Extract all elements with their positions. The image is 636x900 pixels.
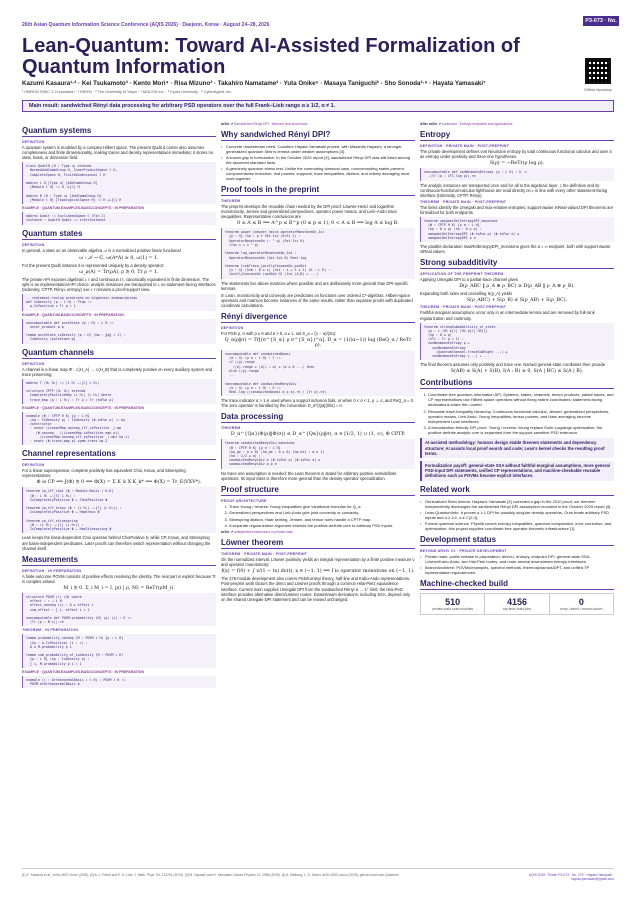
equation: S(ρ_ABC) + S(ρ_B) ≤ S(ρ_AB) + S(ρ_BC). bbox=[466, 298, 568, 304]
paragraph: For PSD ρ, σ with ρ ≠ 0 and α > 0, α ≠ 1, set S_α = (1 − α)/(2α): bbox=[221, 330, 337, 336]
list-item: 1. Trace Young / reverse-Young inequalities give variational formulas for Q_α. bbox=[229, 504, 415, 509]
authors: Kazumi Kasaura¹·² · Kei Tsukamoto³ · Kento Mori⁴ · Risa Mizuno³ · Takahiro Namatame³ · Yuta Onike⁵ · Masaya Taniguchi² · Sho Sonoda²·⁶ · Hayata Yamasaki⁷ bbox=[22, 80, 486, 87]
footer-references: [1] K. Kasaura et al., arXiv:2607.0xxxx (2026). [2] A. L. Frank and E. H. Lieb, J. Math. Phys. 54, 122201 (2013). [3] M. Hayashi and H. Yamasaki, Nature Physics 21, 1988 (2025). [4] A. Meiburg, L. D. Sickel, arXiv:2510.xxxxx (2025). github.com/Lean-Quantum bbox=[22, 873, 399, 877]
kicker-text: continued · Entropy endpoints and applications bbox=[441, 122, 513, 126]
list-item: • Private main; public release in preparation: direct-ι, entropy, endpoint DPI, general-state SSA, Löwner/Kubo-Ando, two Hiai-Petz routes, and route-neutral downstream entropy interfaces. bbox=[420, 554, 614, 564]
section-title: Rényi divergence bbox=[221, 312, 415, 323]
section-title: Strong subadditivity bbox=[420, 258, 614, 269]
tag: THEOREM bbox=[221, 199, 241, 203]
bullet-list bbox=[221, 144, 415, 181]
tag: THEOREM · PRIVATE MAIN · POST-PREPRINT bbox=[221, 552, 308, 557]
code-block: theorem sandwichedRenyiDiv_monotone (Φ : CPTP H K) {ρ σ : L H} (hρ_ge : ρ ≥ 0) (hσ_ge : σ ≥ 0) (hα_ne1 : α ≠ 1) (hα : 1/2 ≤ α) : sandwichedRenyiDiv α (Φ.toFun ρ) (Φ.toFun σ) ≤ sandwichedRenyiDiv α ρ σ bbox=[221, 439, 415, 468]
list-item: 3. Stinespring dilation, Haar twirling, Jensen, and tensor rules handle a CPTP map. bbox=[229, 517, 415, 522]
stat-number: 4156 bbox=[506, 596, 527, 607]
list-item: • A known gap in formulation. In the October 2025 report [4], sandwiched Rényi DPI was still listed among the assumed standard facts. bbox=[221, 155, 415, 165]
tag: BEYOND ARXIV V1 · PRIVATE DEVELOPMENT bbox=[420, 548, 507, 553]
code-block: noncomputable def vonNeumannEntropy (ρ : L H) : ℝ := -(Tr (ρ ∘ CFC.log ρ)).re bbox=[420, 168, 614, 180]
equation: S(ρ) = −ReTr(ρ log ρ). bbox=[489, 161, 545, 167]
kicker bbox=[221, 530, 415, 534]
paragraph: Lean keeps the basis-dependent Choi operator behind ChoiPositive b; while CP, Kraus, and Stinespring are basis-independent predicates. Later proofs can therefore switch representation without changing the channel itself. bbox=[22, 535, 211, 551]
equation: M_i ⪰ 0, Σ_i M_i = I, p(i | ρ, M) = ReTr(ρM_i). bbox=[63, 585, 175, 591]
list-item: 3. A formalization-friendly DPI proof. Young / reverse-Young replace Euler-Lagrange optimization; the positive-definite analytic core is separated from the support-sensitive PSD extension. bbox=[428, 425, 614, 435]
numbered-list bbox=[428, 392, 614, 435]
section-title: Proof structure bbox=[221, 485, 415, 496]
list-item: 2. Generalized perspectives and Lieb-Ando give joint convexity or concavity. bbox=[229, 510, 415, 515]
main-result-banner: Main result: sandwiched Rényi data processing for arbitrary PSD operators over the full Frank–Lieb range α ≥ 1/2, α ≠ 1. bbox=[22, 100, 614, 112]
tag: THEOREM · IN PREPARATION bbox=[22, 628, 79, 633]
paragraph: Applying Umegaki DPI to a partial-trace channel gives bbox=[420, 277, 518, 283]
tag: DEFINITION · PRIVATE MAIN · POST-PREPRINT bbox=[420, 144, 510, 148]
build-stats bbox=[420, 593, 614, 615]
equation: S(AB) ≤ S(A) + S(B), I(A : B) ≥ 0, S(A | BC) ≤ S(A | B). bbox=[450, 369, 584, 375]
qr-label: GitHub repository bbox=[584, 88, 612, 92]
example-label: EXAMPLE · QUANTUM.BASICCONCEPTS · IN PREPARATION bbox=[22, 312, 124, 317]
tag: DEFINITION · IN PREPARATION bbox=[22, 568, 82, 573]
paragraph: Expanding both sides and cancelling S(ρ_A) yields bbox=[420, 291, 512, 297]
code-block: abbrev Qubit := EuclideanSpace ℂ (Fin 2) instance : QuditH Qubit := inferInstance bbox=[22, 212, 216, 224]
code-block: example (Φ : CPTP H K) {ρ : L H} (hρ : IsDensity ρ) : IsDensity (Φ.toFun ρ) := by constructor · exact (LinearMap.nonneg_iff_isPositive _).mp (Φ.nonneg _ ((LinearMap.isPositive_map ρ)) (LinearMap.nonneg_iff_isPositive _).mpr hρ.1) · exact (Φ.trace_map ρ).symm.trans hρ.2 bbox=[22, 412, 216, 445]
code-block: theorem umegakiRelEntropyDPI_monotone (Φ : CPTP H K) {ρ σ : L H} (hρ : 0 ≤ ρ) (hσ : 0 ≤ σ) : umegakiRelEntropyDPI (Φ.toFun ρ) (Φ.toFun σ) ≤ umegakiRelEntropyDPI ρ σ bbox=[420, 217, 614, 242]
tag: PROOF ARCHITECTURE bbox=[221, 498, 267, 503]
equation: f(x) = f(0) + ∫ x/(1 − tx) dν(t), x ∈ (−1, 1) ⟹ f is operator monotone on (−1, 1). bbox=[221, 569, 415, 575]
equation: ω : 𝒜 → ℂ, ω(A*A) ≥ 0, ω(1) = 1. bbox=[79, 255, 159, 261]
example-label: EXAMPLE · QUANTUM.EXAMPLES.BASICCONCEPTS · IN PREPARATION bbox=[22, 206, 144, 211]
equation: Q_α(ρ‖σ) = Tr[(σ^{S_α} ρ σ^{S_α})^α], D_α = (1/(α−1)) log (ReQ_α / ReTr ρ). bbox=[224, 338, 412, 349]
example-label: EXAMPLE · QUANTUM.EXAMPLES.BASICCONCEPTS · IN PREPARATION bbox=[22, 669, 144, 674]
tag: THEOREM bbox=[221, 426, 241, 431]
equation: Φ is CP ⟺ J(Φ) ⪰ 0 ⟺ Φ(X) = Σ K_k X K_k* ⟺ Φ(X) = Tr_E(VXV*). bbox=[36, 480, 202, 486]
paragraph: The analytic instances are transported once and for all to the algebraic layer, ι; the definition and its continuous-functional-calculus lighthouse are read directly on ι, in line with every other statement-facing interface (IsDensity, CPTP, Rényi). bbox=[420, 182, 608, 198]
tag: DEFINITION bbox=[22, 242, 45, 247]
paragraph: No trace-one assumption is needed: the Lean theorem is stated for arbitrary positive semidefinite operators. Its input class is therefore more general than the density-operator specialization. bbox=[221, 470, 397, 481]
equation: ω_ρ(A) = Tr(ρA), ρ ⪰ 0, Tr ρ = 1. bbox=[79, 269, 159, 275]
column-1 bbox=[22, 122, 216, 862]
paragraph: On the normalized interval, Löwner positivity yields an integral representation by a finite positive measure ν and operator monotonicity: bbox=[221, 557, 415, 568]
paragraph: The preprint develops the reusable chain needed by the DPI proof: Löwner-Heinz and logarithm monotonicity, Jensen and generalized perspectives, operator power means, and Lieb–Ando trace inequalities. Representative conclusions are bbox=[221, 204, 397, 220]
list-item: • A genuinely quantum stress test. Unlike the commuting classical case, noncommuting states prevent componentwise reduction; real powers, supports, trace inequalities, dilation, and unitary averaging must work together. bbox=[221, 166, 415, 181]
kicker bbox=[420, 122, 614, 126]
kicker bbox=[221, 122, 415, 126]
paragraph: Faithful-marginal assumptions occur only in an intermediate lemma and are removed by full-rank regularization and continuity. bbox=[420, 310, 595, 321]
column-2 bbox=[221, 122, 415, 862]
kicker-label[interactable]: After arXiv ↗ bbox=[420, 122, 441, 126]
section-title: Development status bbox=[420, 535, 614, 546]
equation: D_α^{Qα}(Φ(ρ)‖Φ(σ)) ≤ D_α^{Qα}(ρ‖σ), α ∈ [1/2, 1) ∪ (1, ∞), Φ CPTP. bbox=[230, 432, 406, 438]
paragraph: The parallel declaration maxRelEntropyDPI_monotone gives the α = ∞ endpoint, both with support-aware ℝReal values. bbox=[420, 244, 611, 255]
stat-label: top-level build jobs bbox=[502, 606, 532, 611]
paragraph: For the present Qudit instance it is represented uniquely by a density operator: bbox=[22, 262, 165, 268]
section-title: Measurements bbox=[22, 555, 216, 566]
section-title: Contributions bbox=[420, 378, 614, 389]
tag: DEFINITION bbox=[22, 463, 45, 468]
equation: 0 ≤ A ≤ B ⟹ A^p ≤ B^p (0 ≤ p ≤ 1), 0 < A ≤ B ⟹ log A ≤ log B. bbox=[237, 221, 399, 227]
stat bbox=[485, 594, 549, 614]
code-block: -- statement-facing predicate on algebraic endomorphisms def IsDensity (ρ : L H) : Prop := ρ.IsPositive ∧ Tr ρ = 1 bbox=[22, 294, 216, 311]
list-item: 1. Coordinate-free quantum-information API. Systems, states, channels, tensor products, partial traces, and CP representations use Hilbert-space operators without fixing matrix coordinates; statement-facing declarations share the ι carrier. bbox=[428, 392, 614, 407]
paragraph: For a linear superoperator, complete positivity has equivalent Choi, Kraus, and Stinespring representations: bbox=[22, 468, 186, 479]
code-block: noncomputable def sandwichedQuasi (α : ℝ) (ρ σ : L H) : ℂ := if ((ρ).range ((σ).range ⊆ (σ)) → α) ∧ (σ ≠ 0 ...) then else ((ρ).range ... noncomputable def sandwichedRenyiDiv (α : ℝ) (ρ σ : L H) : ℝ := Real.log ((sandwichedQuasi α ρ σ).re / (Tr ρ).re) bbox=[221, 350, 415, 396]
list-item: • Lean-QuantumInfo. It proves α ≥ 1 DPI for possibly singular density operators. Ours treats arbitrary PSD inputs and α ≥ 1/2, α ≠ 1 [2,4]. bbox=[420, 510, 614, 520]
code-block: example (ι : OrthonormalBasis ι ℂ H) : POVM ι H := POVM.ofOrthonormalBasis b bbox=[22, 676, 216, 688]
tag: THEOREM · PRIVATE MAIN · POST-PREPRINT bbox=[420, 305, 507, 310]
section-title: Related work bbox=[420, 485, 614, 496]
section-title: Quantum channels bbox=[22, 348, 216, 359]
stat-label: private-main Lean modules bbox=[432, 606, 474, 611]
code-block: theorem cp_iff_choi (Φ : Module.Basis ι H.K) (Φ : L H₁ →ₗ[ℂ] L H₂) : IsCompletelyPositive Φ ↔ ChoiPositive Φ theorem cp_iff_kraus (Φ : (L H₁) →ₗ[ℂ] (L H₂)) : IsCompletelyPositive Φ ↔ HasKraus Φ theorem cp_iff_stinespring (Φ : (L H₁) →ₗ[ℂ] (L H₂)) : IsCompletelyPositive Φ ↔ HasStinespring Φ bbox=[22, 487, 216, 533]
code-block: lemma probability_nonneg (M : POVM ι H) {ρ : L H} (hρ : ρ.IsPositive) (i : ι) : 0 ≤ M.probability ρ i lemma sum_probability_of_isDensity (M : POVM ι H) {ρ : L H} (hρ : IsDensity ρ) : ∑ i, M.probability ρ i = 1 bbox=[22, 634, 216, 667]
paragraph: The final theorem assumes only positivity and trace one. Named general-state corollaries then provide bbox=[420, 362, 605, 368]
section-title: Quantum systems bbox=[22, 126, 216, 137]
stat-label: sorry / admit / custom axiom bbox=[560, 606, 603, 611]
paragraph: The statements live above matrices where possible and are deliberately more general than DPI-specific lemmas. bbox=[221, 280, 409, 291]
kicker-text: Sandwiched Rényi DPI · theorem and proof tools bbox=[234, 122, 308, 126]
paragraph: A quantum system is modeled by a complex Hilbert space. The present Qudit d carrier also assumes completeness and finite dimensionality, making traces and density representatives immediate; it stores no state, basis, or dimension field. bbox=[22, 145, 214, 161]
stat bbox=[421, 594, 485, 614]
paragraph: In Lean, monotonicity and convexity are predicates on functions over ordered C*-algebras. Hilbert-space operators and matrices become instances of the same results, rather than separate proofs with duplicated coordinate calculations. bbox=[221, 292, 413, 308]
paragraph: The private development defines von Neumann entropy by total continuous functional calculus and uses it as entropy under positivity and trace-one hypotheses. bbox=[420, 149, 612, 160]
paragraph: A channel is a linear map Φ : ℒ(H_A) → ℒ(H_B) that is completely positive on every auxiliary system and trace preserving. bbox=[22, 366, 213, 377]
section-title: Löwner theorem bbox=[221, 538, 415, 549]
paragraph: The limits identify the Umegaki and max-relative entropies; support-aware ℝReal-valued DPI theorems are formalized for both endpoints. bbox=[420, 204, 614, 215]
callout: AI-assisted methodology: humans design stable theorem statements and dependency structure; AI assists local proof search and code; Lean's kernel checks the resulting proof terms. bbox=[420, 438, 614, 458]
list-item: • Concrete downstream need. Coauthor Hayata Yamasaki proved, with Masahito Hayashi, a stronger generalized quantum Stein's lemma under weaker assumptions [3]. bbox=[221, 144, 415, 154]
code-block: class QuditH (H : Type u) extends NormedAddCommGroup H, InnerProductSpace ℂ H, CompleteSpace H, FiniteDimensional ℂ H abbrev L H [Type u] [AddCommGroup H] [Module ℂ H] := H →L[ℂ] H abbrev B (H : Type u) [AddCommGroup H] [Module ℂ H] [TopologicalSpace H] := H →L[ℂ] H bbox=[22, 162, 216, 204]
bullet-list bbox=[420, 554, 614, 575]
kicker-text: Independent extensions in private main bbox=[234, 530, 294, 535]
list-item: • Formal quantum science. Physlib covers entropy inequalities, quantum computation, error correction, and optimization; this project supplies coordinate-free operator-theoretic infrastructure [1]. bbox=[420, 521, 614, 531]
paragraph: The trace indicator α > 1 is used where a support inclusion fails, or when 0 < α < 1, ρ ⊥ σ, and ReQ_α = 0. The zero operator is handled by the convention D_α^{Qα}(0‖σ) = 0. bbox=[221, 398, 415, 409]
tag: THEOREM · PRIVATE MAIN · POST-PREPRINT bbox=[420, 199, 507, 204]
conference-line: 26th Asian Quantum Information Science Conference (AQIS 2026) · Daejeon, Korea · August 24–28, 2026 bbox=[22, 22, 270, 28]
code-block: abbrev T (H₁ H₂) := (L H₁ →ₗ[ℂ] L H₂) structure CPTP (H₁ H₂) extends CompletelyPositiveMap (L H₁) (L H₂) where trace_map (ρ : L H₁) : Tr ρ = Tr (toFun ρ) bbox=[22, 379, 216, 404]
tag: DEFINITION bbox=[221, 325, 244, 330]
paragraph: In general, a state on an observable algebra 𝒜 is a normalized positive linear functional bbox=[22, 247, 181, 253]
section-title: Proof tools in the preprint bbox=[221, 185, 415, 196]
callout: Formalization payoff: general-state SSA without faithful-marginal assumptions, more general PSD-input DPI statements, unified CP representations, and machine-checkable reusable definitions such as POVMs become explicit interfaces. bbox=[420, 461, 614, 481]
bullet-list bbox=[420, 499, 614, 531]
code-block: theorem power_loewner_heinz_operatorMonotoneOn_Ici {p : ℝ} (hp : p ∈ Set.Icc (0:ℝ) 1) : OperatorMonotoneOn (· ^ p) (Set.Ici 0) (fun x ↦ x ^ p) theorem log_operatorMonotoneOn_Ioi : OperatorMonotoneOn (Set.Ioi 0) Real.log theorem liebTrace_jointlyConcaveOn_psdSet {s : ℝ} (hs0 : 0 ≤ s) (hs1 : s + t ≤ 1) (K : L H) : JointlyConcaveOn (psdSet H) (fun (A,B) ↦ ...) bbox=[221, 228, 415, 278]
tag: DEFINITION bbox=[22, 361, 45, 366]
paragraph: The 275-module development also covers Pick/Koranyi theory, half-line and Kubo-Ando representations. Post-preprint work factors the direct and Löwner proofs through a common Hilai-Pietz equivalence interface. Current main supplies Umegaki DPI from the sandwiched Rényi α → 1⁺ limit; the Hiai-Petz interface provides alternative direct/Löwner routes. Downstream derivations, including SSA, depend only on the shared Umegaki-DPI statement and can be reused unchanged. bbox=[221, 576, 411, 602]
paragraph: A finite-outcome POVM consists of positive effects resolving the identity. The real part is explicit because Tr is complex valued. bbox=[22, 573, 216, 584]
list-item: 2. Reusable trace-inequality hierarchy. Continuous functional calculus, Jensen, generalized perspectives, operator means, Lieb-Ando, Young inequalities, tensor powers, and Haar averaging become independent Lean interfaces. bbox=[428, 409, 614, 424]
footer-contact[interactable]: AQIS 2026 · Poster P3-073 · No. 279 · Hayata Yamasaki · hayata.yamasaki@gmail.com bbox=[528, 873, 614, 882]
section-title: Quantum states bbox=[22, 229, 216, 240]
numbered-list bbox=[229, 504, 415, 529]
column-3 bbox=[420, 122, 614, 862]
section-title: Entropy bbox=[420, 130, 614, 141]
tag: APPLICATION OF THE PREPRINT THEOREM bbox=[420, 272, 504, 277]
section-title: Data processing bbox=[221, 412, 415, 423]
code-block: structure POVM (ι) (H) where effect : ι → L H effect_nonneg (i) : 0 ≤ effect i sum_effect : ∑ i, effect i = 1 noncomputable def POVM.probability (M) (ρ) (i) : ℝ := (Tr (ρ ∘ M i)).re bbox=[22, 593, 216, 626]
qr-code-icon[interactable] bbox=[585, 58, 611, 84]
code-block: noncomputable def pureState (ψ : H) : L H := outer_product ψ ψ lemma pureState_isDensity (ψ : H) (hψ : ‖ψ‖ = 1) : IsDensity (pureState ψ) bbox=[22, 319, 216, 344]
section-title: Channel representations bbox=[22, 449, 216, 460]
stat-number: 0 bbox=[578, 596, 584, 607]
list-item: • Branch/worktree: POVMs/examples, spectral methods, thermodynamics/DPT, and unified TP representation equivalences. bbox=[420, 565, 614, 575]
stat bbox=[550, 594, 613, 614]
list-item: • Generalized Stein lemma. Hayashi–Yamasaki [3] corrected a gap in the 2010 proof; our theorem independently discharges the sandwiched Rényi DPI assumption recorded in the October 2025 report [4]. bbox=[420, 499, 614, 509]
section-title: Machine-checked build bbox=[420, 579, 614, 590]
example-label: EXAMPLE · QUANTUM.EXAMPLES.BASICCONCEPTS · IN PREPARATION bbox=[22, 405, 144, 410]
paragraph: The private API exposes algebraic ι, ℓ and continuous ℓ ℓ, canonically equivalent in finite dimension. The split is an implementation/API choice: analytic instances are transported to ι, so statement-facing interfaces (Isdensity, CPTP, Rényi, entropy) use ι; ℓ remains a proof-support view. bbox=[22, 276, 216, 292]
poster-title: Lean-Quantum: Toward AI-Assisted Formalization of Quantum Information bbox=[22, 35, 520, 78]
affiliations: ¹ OMRON SINIC X Corporation · ² RIKEN · ³ The University of Tokyo · ⁴ MOLSIS Inc. · ⁵ Kyoto University · ⁶ CyberAgent, Inc. bbox=[22, 90, 233, 94]
equation: D(ρ_ABC ‖ ρ_A ⊗ ρ_BC) ≥ D(ρ_AB ‖ ρ_A ⊗ ρ_B). bbox=[459, 284, 575, 290]
poster-badge: P3-073 · No. 279 bbox=[583, 16, 619, 26]
kicker-label[interactable]: arXiv ↗ bbox=[221, 530, 234, 535]
tag: DEFINITION bbox=[22, 140, 45, 144]
stat-number: 510 bbox=[445, 596, 461, 607]
kicker-label[interactable]: arXiv ↗ bbox=[221, 122, 234, 126]
code-block: theorem strongSubadditivity_of_state {ρ : L (H1 ⊗[ℂ] (H2 ⊗[ℂ] H3))} (hρ : 0 ≤ ρ) (hTr : Tr ρ = 1) : vonNeumannEntropy ρ + vonNeumannEntropy (QuantumChannel.traceSubRight ...) ≤ vonNeumannEntropy (...) + ... bbox=[420, 323, 614, 361]
list-item: 4. A separate regularization argument extends the positive-definite core to arbitrary PSD inputs. bbox=[229, 523, 415, 528]
footer-divider bbox=[22, 868, 614, 869]
section-title: Why sandwiched Rényi DPI? bbox=[221, 130, 415, 141]
